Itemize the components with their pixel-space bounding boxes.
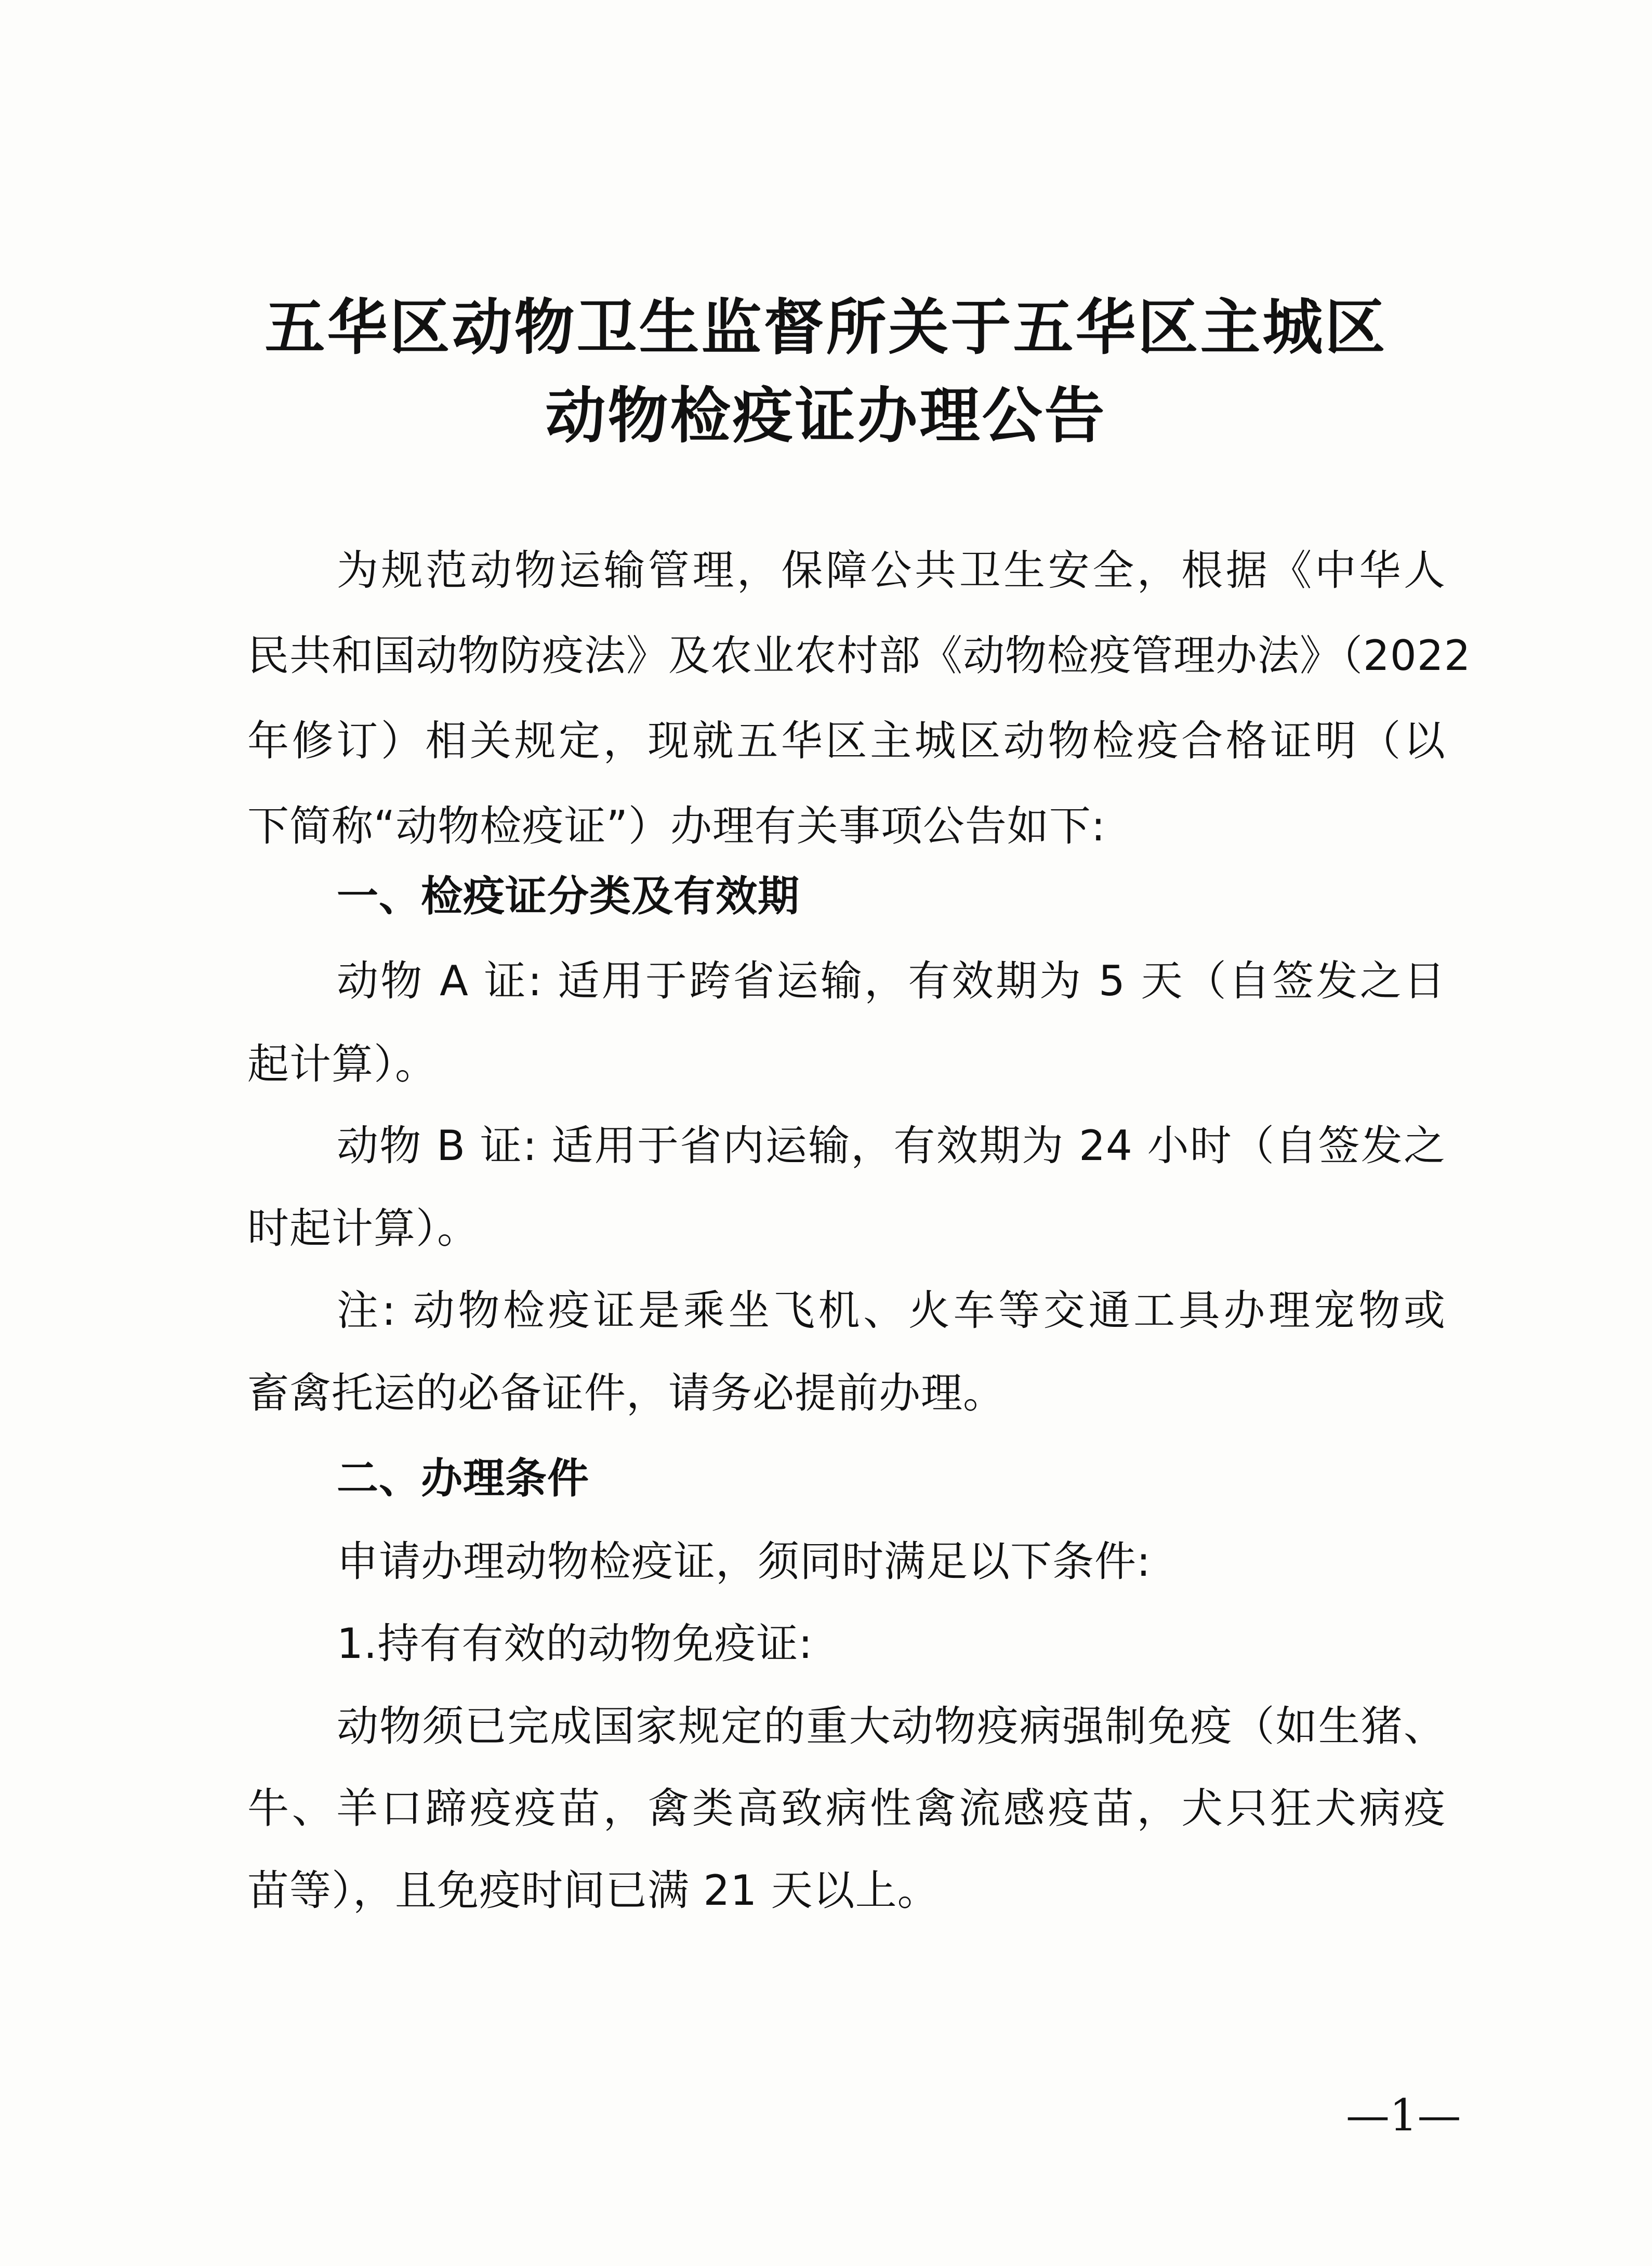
condition-item-1-line-3: 苗等），且免疫时间已满 21 天以上。 — [247, 1866, 940, 1915]
page-number: —1— — [1346, 2090, 1461, 2141]
conditions-intro: 申请办理动物检疫证，须同时满足以下条件: — [337, 1537, 1151, 1586]
intro-paragraph-line-1: 为规范动物运输管理，保障公共卫生安全，根据《中华人 — [337, 546, 1446, 595]
certificate-b-line-1: 动物 B 证: 适用于省内运输，有效期为 24 小时（自签发之 — [337, 1122, 1446, 1170]
condition-item-1-line-1: 动物须已完成国家规定的重大动物疫病强制免疫（如生猪、 — [337, 1702, 1446, 1750]
document-title-line-2: 动物检疫证办理公告 — [545, 380, 1107, 451]
intro-paragraph-line-3: 年修订）相关规定，现就五华区主城区动物检疫合格证明（以 — [247, 717, 1446, 765]
certificate-a-line-2: 起计算）。 — [247, 1040, 437, 1088]
intro-paragraph-line-2: 民共和国动物防疫法》及农业农村部《动物检疫管理办法》（2022 — [247, 631, 1471, 680]
section-2-heading: 二、办理条件 — [337, 1454, 589, 1503]
document-title-line-1: 五华区动物卫生监督所关于五华区主城区 — [265, 292, 1387, 363]
certificate-b-line-2: 时起计算）。 — [247, 1204, 479, 1253]
section-1-heading: 一、检疫证分类及有效期 — [337, 872, 800, 920]
certificate-a-line-1: 动物 A 证: 适用于跨省运输，有效期为 5 天（自签发之日 — [337, 957, 1446, 1005]
condition-item-1-line-2: 牛、羊口蹄疫疫苗，禽类高致病性禽流感疫苗，犬只狂犬病疫 — [247, 1784, 1446, 1833]
note-line-2: 畜禽托运的必备证件，请务必提前办理。 — [247, 1369, 1005, 1417]
condition-item-1-title: 1.持有有效的动物免疫证: — [337, 1619, 813, 1668]
intro-paragraph-line-4: 下简称“动物检疫证”）办理有关事项公告如下: — [247, 802, 1106, 850]
note-line-1: 注: 动物检疫证是乘坐飞机、火车等交通工具办理宠物或 — [337, 1286, 1446, 1335]
